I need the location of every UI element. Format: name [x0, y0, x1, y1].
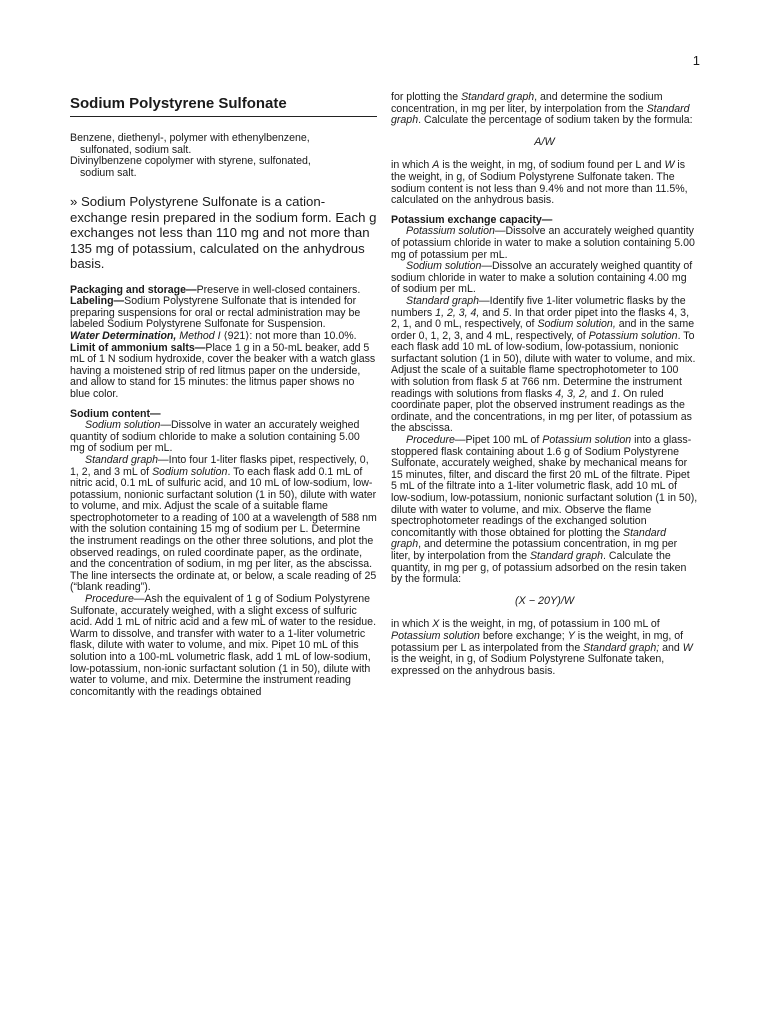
sodium-content-section	[70, 409, 377, 699]
labeling-paragraph	[70, 296, 377, 331]
sodium-graph-ref: Sodium solution	[152, 465, 228, 478]
procedure-text: into a glass-stoppered flask containing about 1.6 g of Sodium Polystyrene Sulfonate, accurately weighed, shake by mechanical means for 15 minutes, filter, and discard the first 20 mL of the filtrate. Pipet 5 mL of the filtrate into a 1-liter volumetric flask, add 10 mL of low-sodium, low-potassium, nonionic surfactant solution (1 in 50), dilute with water to volume, and mix. Observe the flame spectrophotometer readings of the exchanged solution concomitantly with those obtained for plotting the	[391, 434, 698, 539]
legend-text: before exchange;	[479, 629, 568, 642]
sodium-graph-text: —Into four 1-liter flasks pipet, respectively, 0, 1, 2, and 3 mL of	[70, 453, 369, 478]
graph-text: —Identify five 1-liter volumetric flasks by the numbers	[391, 294, 686, 319]
labeling-text: Sodium Polystyrene Sulfonate that is intended for preparing suspensions for oral or rectal administration may be labeled Sodium Polystyrene Sulfonate for Suspension.	[70, 295, 361, 331]
sodium-procedure-text: —Ash the equivalent of 1 g of Sodium Polystyrene Sulfonate, accurately weighed, with a slight excess of sulfuric acid. Add 1 mL of nitric acid and a few mL of water to the residue. Warm to dissolve, and transfer with water to a 1-liter volumetric flask, dilute with water to volume, and mix. Pipet 10 mL of this solution into a 100-mL volumetric flask, add 1 mL of low-sodium, low-potassium, non-ionic surfactant solution (1 in 50), dilute with water to volume, and mix. Determine the instrument reading concomitantly with the readings obtained	[70, 593, 377, 698]
synonym-continuation: sodium salt.	[80, 166, 137, 179]
sodium-formula-legend	[391, 160, 698, 206]
continuation-text: for plotting the	[391, 91, 462, 103]
graph-text: . On ruled coordinate paper, plot the observed instrument readings as the ordinate, and the concentrations, in mg per liter, of potassium as the abscissa.	[391, 387, 692, 435]
flask-number: 1	[611, 387, 618, 400]
sodium-graph-text-cont: . To each flask add 0.1 mL of nitric acid, 0.1 mL of sulfuric acid, and 10 mL of low-sodium, low-potassium, nonionic surfactant solution (1 in 50), dilute with water to volume, and mix. Adjust the scale of a suitable flame spectrophotometer to a reading of 100 at a wavelength of 588 nm with the solution containing 15 mg of sodium per L. Determine the instrument readings on the other three solutions, and plot the observed readings, on ruled coordinate paper, as the ordinate, and the concentration of sodium, in mg per liter, as the abscissa. The line intersects the ordinate at, or below, a scale reading of 25 (“blank reading”).	[70, 465, 377, 594]
standard-graph-ref: Standard graph;	[583, 641, 660, 654]
variable-a: A	[432, 159, 440, 172]
sodium-solution-heading: Sodium solution	[85, 419, 161, 432]
sodium-solution-text: —Dissolve in water an accurately weighed quantity of sodium chloride to make a solution containing 5.00 mg of sodium per mL.	[70, 419, 360, 455]
legend-text: is the weight, in mg, of sodium found per L and	[439, 159, 665, 172]
procedure-text: , and determine the potassium concentration, in mg per liter, by interpolation from the	[391, 538, 678, 562]
graph-text: and	[587, 387, 612, 400]
legend-text: is the weight, in mg, of potassium per L as interpolated from the	[391, 629, 684, 654]
left-column	[70, 92, 377, 698]
flask-number: 5	[502, 306, 509, 319]
legend-text: in which	[391, 159, 433, 172]
potassium-solution-text: —Dissolve an accurately weighed quantity of potassium chloride in water to make a solution containing 5.00 mg of potassium per mL.	[391, 225, 695, 261]
synonyms-list	[70, 133, 377, 179]
variable-x: X	[432, 618, 440, 631]
graph-text: . To each flask add 10 mL of low-sodium, low-potassium, nonionic surfactant solution (1 in 50), dilute with water to volume, and mix. Adjust the scale of a suitable flame spectrophotometer to 100 with solution from flask	[391, 329, 696, 389]
na-solution-heading: Sodium solution	[406, 260, 482, 273]
page-number: 1	[692, 53, 700, 68]
ammonium-heading: Limit of ammonium salts—	[70, 341, 206, 354]
sodium-graph-paragraph	[70, 455, 377, 594]
standard-graph-ref: Standard graph	[391, 102, 690, 127]
potassium-graph-heading: Standard graph	[406, 294, 480, 307]
legend-text: in which	[391, 618, 433, 631]
legend-text: is the weight, in g, of Sodium Polystyrene Sulfonate taken. The sodium content is not less than 9.4% and not more than 11.5%, calculated on the anhydrous basis.	[391, 159, 688, 207]
flask-number: 5	[501, 376, 508, 389]
sodium-graph-heading: Standard graph	[85, 453, 159, 466]
labeling-heading: Labeling—	[70, 295, 125, 308]
graph-text: at 766 nm. Determine the instrument readings with solutions from flasks	[391, 376, 682, 400]
na-solution-text: —Dissolve an accurately weighed quantity of sodium chloride in water to make a solution containing 4.00 mg of sodium per mL.	[391, 260, 693, 296]
ammonium-paragraph	[70, 343, 377, 401]
sodium-procedure-heading: Procedure	[85, 593, 134, 606]
potassium-formula: (X − 20Y)/W	[514, 594, 575, 607]
legend-text: is the weight, in g, of Sodium Polystyrene Sulfonate taken, expressed on the anhydrous basis.	[391, 653, 665, 677]
sodium-procedure-paragraph	[70, 594, 377, 698]
variable-w: W	[682, 641, 693, 654]
continuation-text: . Calculate the percentage of sodium taken by the formula:	[418, 114, 693, 127]
water-heading: Water Determination,	[70, 329, 177, 342]
synonym-item	[70, 156, 377, 179]
potassium-section	[391, 215, 698, 678]
water-text: not more than 10.0%.	[252, 329, 357, 342]
water-method: Method I	[176, 329, 221, 342]
packaging-text: Preserve in well-closed containers.	[196, 283, 361, 296]
solution-ref: Sodium solution,	[537, 318, 616, 331]
variable-y: Y	[567, 629, 575, 642]
na-solution-paragraph	[391, 261, 698, 296]
sodium-continuation-paragraph	[391, 92, 698, 127]
ammonium-text: Place 1 g in a 50-mL beaker, add 5 mL of 1 N sodium hydroxide, cover the beaker with a watch glass having a moistened strip of red litmus paper on the underside, and allow to stand for 15 minutes: the litmus paper shows no blue color.	[70, 341, 376, 400]
graph-text: . In that order pipet into the flasks 4, 3, 2, 1, and 0 mL, respectively, of	[391, 306, 690, 331]
solution-ref: Potassium solution	[542, 434, 632, 447]
sodium-formula: A/W	[534, 135, 555, 148]
solution-ref: Potassium solution	[588, 329, 678, 342]
potassium-procedure-heading: Procedure	[406, 434, 455, 447]
potassium-solution-heading: Potassium solution	[406, 225, 495, 238]
legend-text: and	[659, 641, 683, 654]
monograph-title: Sodium Polystyrene Sulfonate	[70, 95, 377, 117]
standard-graph-ref: Standard graph	[461, 91, 535, 103]
water-ref: ⟨921⟩:	[220, 329, 253, 342]
standard-graph-ref: Standard graph	[391, 526, 667, 551]
potassium-formula-legend	[391, 619, 698, 677]
sodium-solution-paragraph	[70, 420, 377, 455]
packaging-section	[70, 285, 377, 401]
procedure-text: . Calculate the quantity, in mg per g, of potassium adsorbed on the resin taken by the formula:	[391, 549, 687, 586]
potassium-solution-paragraph	[391, 226, 698, 261]
procedure-text: —Pipet 100 mL of	[454, 434, 543, 447]
sodium-content-heading: Sodium content—	[70, 407, 161, 420]
continuation-text: , and determine the sodium concentration, in mg per liter, by interpolation from the	[391, 91, 663, 115]
right-column	[391, 92, 698, 677]
flask-numbers: 1, 2, 3, 4,	[435, 306, 480, 319]
potassium-heading: Potassium exchange capacity—	[391, 213, 553, 226]
graph-text: and in the same order 0, 1, 2, 3, and 4 mL, respectively, of	[391, 318, 695, 342]
solution-ref: Potassium solution	[391, 629, 480, 642]
definition-paragraph: » Sodium Polystyrene Sulfonate is a cation-exchange resin prepared in the sodium form. Each g exchanges not less than 110 mg and not more than 135 mg of potassium, calculated on the anhydrous basis.	[70, 194, 377, 271]
graph-text: and	[479, 306, 503, 319]
flask-numbers: 4, 3, 2,	[555, 387, 588, 400]
variable-w: W	[664, 159, 675, 172]
synonym-line: Divinylbenzene copolymer with styrene, sulfonated,	[70, 155, 311, 168]
potassium-graph-paragraph	[391, 296, 698, 435]
synonym-continuation: sulfonated, sodium salt.	[80, 143, 192, 156]
legend-text: is the weight, in mg, of potassium in 100 mL of	[439, 618, 660, 631]
synonym-item	[70, 133, 377, 156]
potassium-procedure-paragraph	[391, 435, 698, 586]
standard-graph-ref: Standard graph	[529, 549, 604, 562]
packaging-heading: Packaging and storage—	[70, 283, 197, 296]
synonym-line: Benzene, diethenyl-, polymer with ethenylbenzene,	[70, 132, 310, 144]
